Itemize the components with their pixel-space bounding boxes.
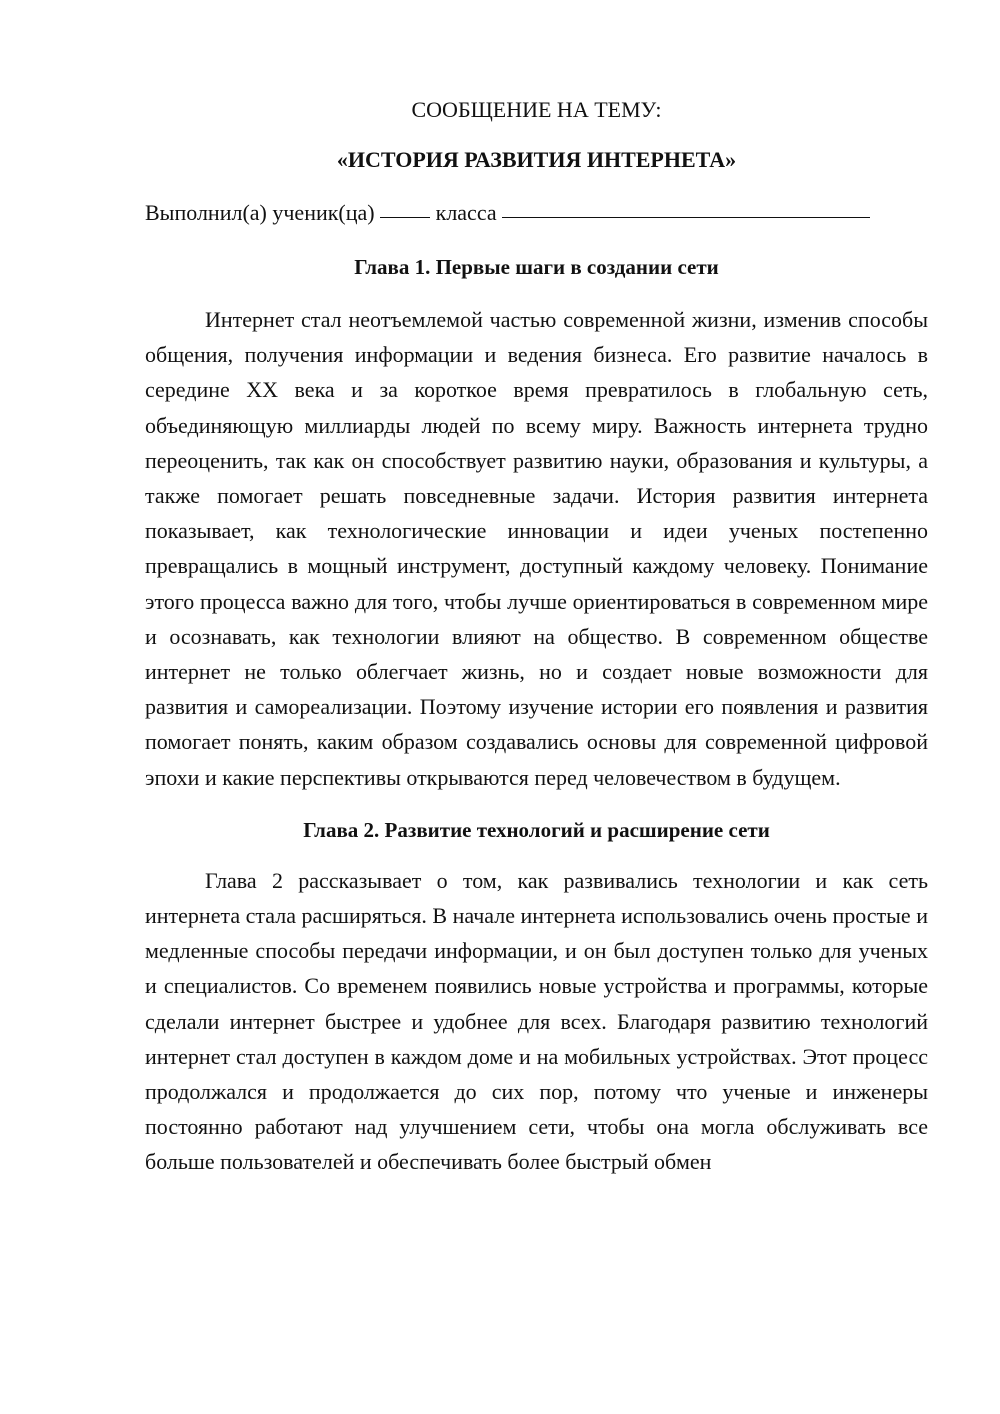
student-name-blank	[502, 195, 870, 218]
class-number-blank	[380, 195, 430, 218]
chapter-1-heading: Глава 1. Первые шаги в создании сети	[354, 255, 719, 279]
document-page	[145, 95, 928, 1180]
chapter-1-paragraph: Интернет стал неотъемлемой частью современной жизни, изменив способы общения, получения информации и ведения бизнеса. Его развитие началось в середине XX века и за короткое время превратилось в глобальную сеть, объединяющую миллиарды людей по всему миру. Важность интернета трудно переоценить, так как он способствует развитию науки, образования и культуры, а также помогает решать повседневные задачи. История развития интернета показывает, как технологические инновации и идеи ученых постепенно превращались в мощный инструмент, доступный каждому человеку. Понимание этого процесса важно для того, чтобы лучше ориентироваться в современном мире и осознавать, как технологии влияют на общество. В современном обществе интернет не только облегчает жизнь, но и создает новые возможности для развития и самореализации. Поэтому изучение истории его появления и развития помогает понять, каким образом создавались основы для современной цифровой эпохи и какие перспективы открываются перед человечеством в будущем.	[145, 307, 928, 790]
author-prefix: Выполнил(а) ученик(ца)	[145, 200, 375, 225]
author-line	[145, 197, 928, 228]
chapter-2-heading: Глава 2. Развитие технологий и расширение сети	[303, 817, 770, 842]
document-title-line-1: СООБЩЕНИЕ НА ТЕМУ:	[411, 97, 662, 122]
chapter-2-paragraph: Глава 2 рассказывает о том, как развивались технологии и как сеть интернета стала расширяться. В начале интернета использовались очень простые и медленные способы передачи информации, и он был доступен только для ученых и специалистов. Со временем появились новые устройства и программы, которые сделали интернет быстрее и удобнее для всех. Благодаря развитию технологий интернет стал доступен в каждом доме и на мобильных устройствах. Этот процесс продолжался и продолжается до сих пор, потому что ученые и инженеры постоянно работают над улучшением сети, чтобы она могла обслуживать все больше пользователей и обеспечивать более быстрый обмен	[145, 867, 928, 1175]
author-class-label: класса	[435, 200, 497, 225]
document-title-line-2: «ИСТОРИЯ РАЗВИТИЯ ИНТЕРНЕТА»	[336, 147, 737, 172]
